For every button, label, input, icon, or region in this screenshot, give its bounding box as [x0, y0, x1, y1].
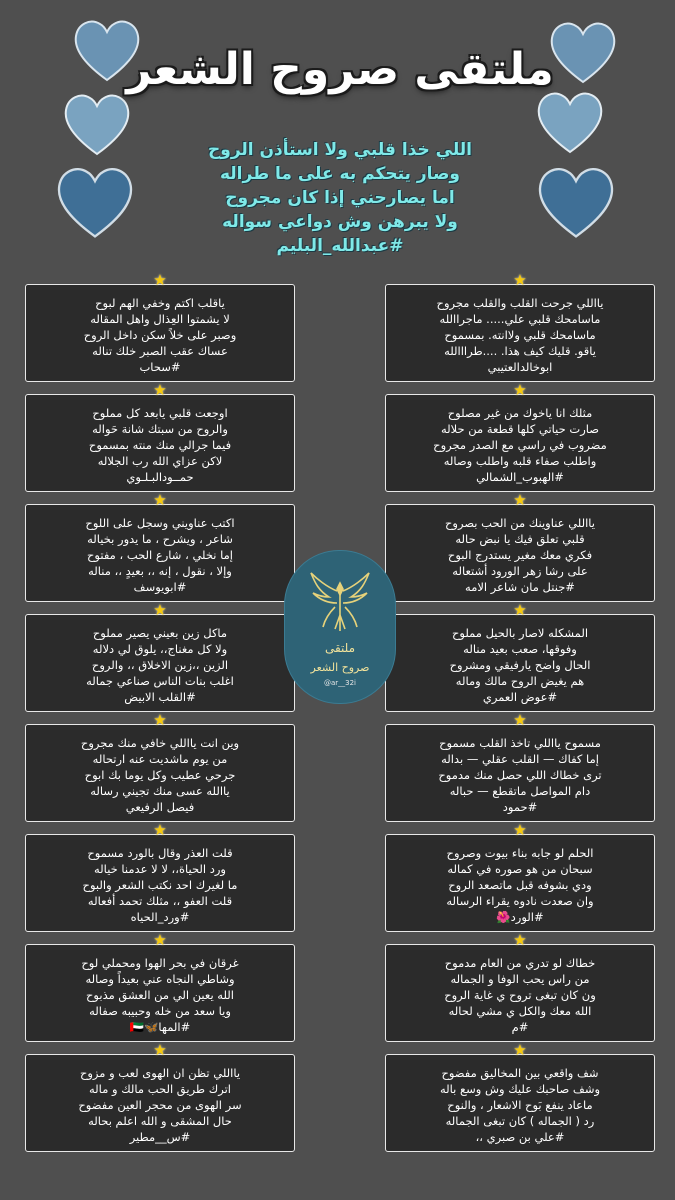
- star-icon: ★: [153, 601, 167, 619]
- star-icon: ★: [513, 381, 527, 399]
- poem-line: وشاطي النجاه عني بعيداً وصاله: [85, 972, 235, 986]
- poem-line: قلبي تعلق فيك يا نبض حاله: [455, 532, 585, 546]
- star-icon: ★: [153, 271, 167, 289]
- poem-line: ياالله عسى منك تجيني رساله: [90, 784, 230, 798]
- poem-line: وين انت يااللي خافي منك مجروح: [80, 736, 240, 750]
- poem-author: #حمود: [502, 800, 538, 814]
- intro-poem: [170, 138, 510, 258]
- poem-line: غرقان في بحر الهوا ومحملي لوح: [81, 956, 239, 970]
- poem-line: الله معك والكل ي مشي لحاله: [448, 1004, 592, 1018]
- poem-line: قلت العفو ،، مثلك تحمد أفعاله: [87, 894, 233, 908]
- poem-card: [385, 491, 655, 602]
- poem-line: جرحي عطيب وكل يوما بك ابوح: [84, 768, 236, 782]
- poem-line: وشف صاحبك عليك وش وسع باله: [439, 1082, 601, 1096]
- poem-line: ودي بشوفه قبل ماتصعد الروح: [448, 878, 592, 892]
- poem-line: ويا سعد من خله وحبيبه صفاله: [89, 1004, 231, 1018]
- star-icon: ★: [513, 491, 527, 509]
- star-icon: ★: [513, 601, 527, 619]
- poem-line: يااللي تظن ان الهوى لعب و مزوح: [79, 1066, 241, 1080]
- poem-card: [385, 601, 655, 712]
- logo-handle: @ar__32i: [323, 679, 357, 687]
- poem-line: إما كفاك — القلب عقلي — بداله: [441, 752, 599, 766]
- star-icon: ★: [513, 1041, 527, 1059]
- poem-card: [25, 711, 295, 822]
- poem-line: من راس يحب الوفا و الجماله: [450, 972, 590, 986]
- poem-line: شاعر ، ويشرح ، ما يدور بخياله: [87, 532, 233, 546]
- poem-card: [385, 1041, 655, 1152]
- poem-line: مثلك انا ياخوك من غير مصلوح: [447, 406, 593, 420]
- poem-line: ولا كل مغناج،، يلوق لي دلاله: [92, 642, 228, 656]
- poem-line: قلت العذر وقال بالورد مسموح: [87, 846, 233, 860]
- poem-line: إما نخلي ، شارع الحب ، مفتوح: [86, 548, 233, 562]
- poem-card: [25, 271, 295, 382]
- poem-line: ماسامحك قلبي ولاانته. بمسموح: [444, 328, 596, 342]
- poem-author: #الورد🌺: [496, 910, 544, 924]
- poem-line: رد ( الجماله ) كان تبغى الجماله: [445, 1114, 595, 1128]
- poem-line: وإلا ، نقول ، إنه ،، بعيدٍ ،، مناله: [88, 564, 232, 578]
- star-icon: ★: [153, 1041, 167, 1059]
- star-icon: ★: [153, 821, 167, 839]
- poem-author: #عوض العمري: [482, 690, 558, 704]
- poem-card: [385, 931, 655, 1042]
- poem-card: [25, 381, 295, 492]
- heart-icon: [535, 165, 617, 241]
- star-icon: ★: [153, 931, 167, 949]
- poem-line: واطلب صفاء قلبه واطلب وصاله: [443, 454, 597, 468]
- right-poem-column: [385, 272, 655, 1152]
- poem-line: دام المواصل ماتقطع — حباله: [449, 784, 591, 798]
- poem-line: يااللي عناوينك من الحب بصروح: [445, 516, 595, 530]
- intro-line: وصار يتحكم به على ما طراله: [219, 164, 460, 184]
- star-icon: ★: [153, 491, 167, 509]
- poem-line: حال المشقى و الله اعلم بحاله: [88, 1114, 232, 1128]
- poem-line: سبحان من هو صوره في كماله: [447, 862, 593, 876]
- poem-author: فيصل الرفيعي: [125, 800, 195, 814]
- poem-author: #جنتل مان شاعر الامه: [465, 580, 575, 594]
- poem-line: اوجعت قلبي يابعد كل مملوح: [92, 406, 228, 420]
- poem-card: [25, 821, 295, 932]
- poem-line: ماسامحك قلبي علي..... ماجراالله: [439, 312, 601, 326]
- poem-card: [385, 271, 655, 382]
- poem-card: [385, 711, 655, 822]
- poem-card: [385, 381, 655, 492]
- star-icon: ★: [153, 381, 167, 399]
- poem-line: اكتب عناويني وسجل على اللوح: [85, 516, 235, 530]
- poem-author: ابوخالدالعتيبي: [487, 360, 553, 374]
- poem-line: وصبر على خلاً سكن داخل الروح: [83, 328, 237, 342]
- logo-subtitle: صروح الشعر: [310, 661, 370, 674]
- poem-author: حمــودالبـلـوي: [126, 470, 194, 484]
- poem-line: مسموح يااللي تاخذ القلب مسموح: [439, 736, 601, 750]
- poem-line: ما لغيرك احد نكتب الشعر والبوح: [82, 878, 238, 892]
- poem-line: لا يشمتوا العِذال واهل المقاله: [90, 312, 230, 326]
- poem-line: فيما جرالي منك منته بمسموح: [88, 438, 232, 452]
- poem-line: الحلم لو جابه بناء بيوت وصروح: [446, 846, 594, 860]
- intro-line: اللي خذا قلبي ولا استأذن الروح: [208, 140, 472, 160]
- poem-line: وفوقها، صعب بعيد مناله: [463, 642, 577, 656]
- group-logo: [284, 550, 396, 704]
- poem-line: اغلب بنات الناس صناعي جماله: [86, 674, 234, 688]
- star-icon: ★: [513, 821, 527, 839]
- poem-line: ماعاد ينفع بَوح الاشعار ، والنوح: [447, 1098, 593, 1112]
- poem-author: #ابويوسف: [133, 580, 187, 594]
- heart-icon: [62, 92, 132, 158]
- poem-line: ياقو. قليك كيف هذا. ....طرااالله: [444, 344, 596, 358]
- poem-line: وان صعدت نادوه يقراء الرساله: [446, 894, 594, 908]
- poem-author: #م: [511, 1020, 529, 1034]
- poem-author: #س__مطير: [129, 1130, 191, 1144]
- poem-line: والروح من سبتك شانة حَواله: [92, 422, 228, 436]
- intro-line: ولا يبرهن وش دواعي سواله: [222, 212, 458, 232]
- intro-author: #عبدالله_البليم: [276, 236, 404, 256]
- star-icon: ★: [513, 931, 527, 949]
- poem-card: [25, 601, 295, 712]
- poem-author: #القلب الابيض: [124, 690, 196, 704]
- poem-line: ترى خطاك اللي حصل منك مدموح: [438, 768, 602, 782]
- page-title: ملتقى صروح الشعر: [126, 44, 554, 95]
- poem-author: #ورد_الحياه: [130, 910, 190, 924]
- poem-line: ياقلب اكتم وخفي الهم لبوح: [95, 296, 225, 310]
- poem-line: الله يعين الي من العشق مذبوح: [86, 988, 234, 1002]
- poem-line: الزين ،،زين الاخلاق ،، والروح: [91, 658, 229, 672]
- poem-line: مضروب في راسي مع الصدر مجروح: [433, 438, 607, 452]
- poem-line: المشكله لاصار بالحيل مملوح: [451, 626, 589, 640]
- heart-icon: [54, 165, 136, 241]
- poem-card: [385, 821, 655, 932]
- poem-line: لاكن عزاي الله رب الجلاله: [97, 454, 223, 468]
- left-poem-column: [25, 272, 295, 1152]
- star-icon: ★: [153, 711, 167, 729]
- poem-line: خطاك لو تدري من العام مدموح: [444, 956, 596, 970]
- poem-card: [25, 1041, 295, 1152]
- poem-line: سر الهوى من محجر العين مفضوح: [78, 1098, 242, 1112]
- poem-author: #علي بن صبري ،،: [475, 1130, 565, 1144]
- star-icon: ★: [513, 271, 527, 289]
- poem-line: ورد الحياة،، لا لا عدمنا خياله: [94, 862, 226, 876]
- star-icon: ★: [513, 711, 527, 729]
- poem-author: #الهبوب_الشمالي: [476, 470, 564, 484]
- poem-line: ون كان تبغى تروح ي غاية الروح: [444, 988, 596, 1002]
- poem-line: صارت حياتي كلها قطعة من حلاله: [440, 422, 600, 436]
- poem-author: #سحاب: [139, 360, 181, 374]
- poem-line: الحال واضح يارفيقي ومشروح: [449, 658, 591, 672]
- poem-line: فكري معك مغير يستدرج البوح: [447, 548, 593, 562]
- poem-line: اترك طريق الحب مالك و ماله: [89, 1082, 231, 1096]
- poem-line: ماكل زين بعيني يصير مملوح: [92, 626, 228, 640]
- poem-line: من يوم ماشديت عنه ارتحاله: [92, 752, 228, 766]
- poem-line: عساك عقب الصبر خلك تناله: [92, 344, 228, 358]
- poem-author: #المها🦋🇦🇪: [129, 1020, 191, 1034]
- logo-name: ملتقى: [324, 641, 356, 655]
- poem-card: [25, 931, 295, 1042]
- eagle-icon: [307, 569, 373, 635]
- poem-line: شف واقعي بين المخاليق مفضوح: [441, 1066, 599, 1080]
- poem-line: هم يغيض الروح مالك وماله: [455, 674, 585, 688]
- poem-line: يااللي جرحت القلب والقلب مجروح: [436, 296, 604, 310]
- poem-card: [25, 491, 295, 602]
- poem-line: على رشا زهر الورود أشتعاله: [452, 564, 588, 578]
- intro-line: اما يصارحني إذا كان مجروح: [225, 188, 455, 208]
